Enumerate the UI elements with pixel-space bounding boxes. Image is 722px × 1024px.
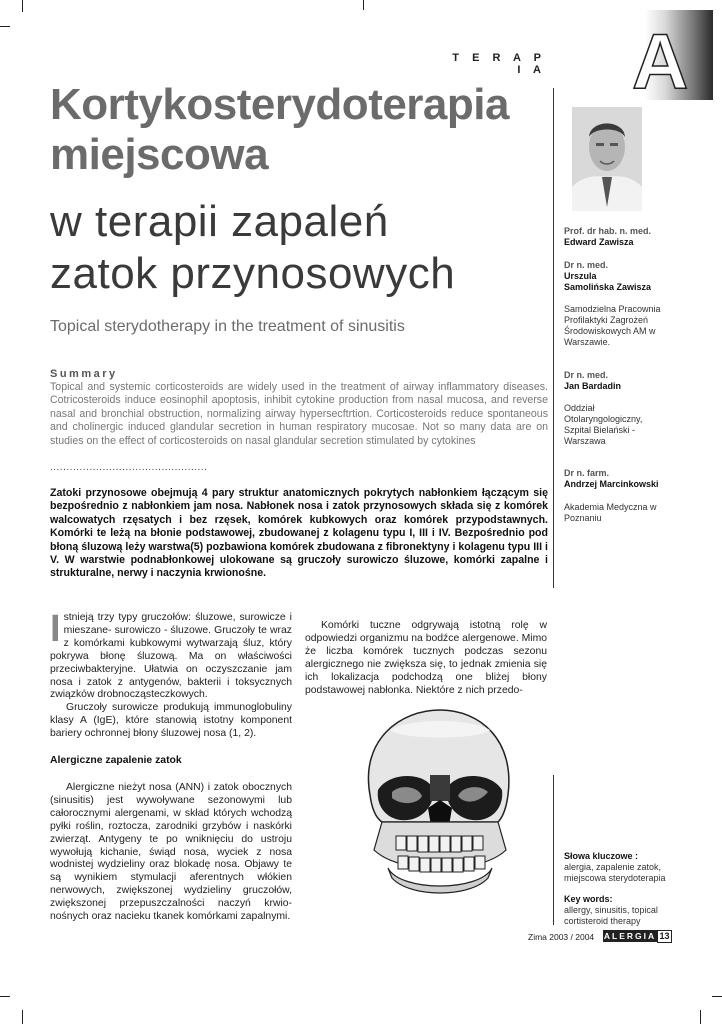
keywords-text: allergy, sinusitis, topical cortisteroid therapy bbox=[564, 905, 658, 926]
article-title-secondary bbox=[50, 196, 455, 300]
crop-mark bbox=[363, 0, 364, 10]
paragraph bbox=[50, 608, 292, 702]
article-subtitle: Topical sterydotherapy in the treatment of sinusitis bbox=[50, 318, 405, 335]
summary-heading: Summary bbox=[50, 368, 118, 380]
institution bbox=[564, 304, 674, 348]
drop-cap: I bbox=[50, 608, 61, 650]
body-column-2 bbox=[305, 620, 547, 697]
institution-text: Samodzielna Pracownia Profilaktyki Zagrożeń Środowiskowych AM w Warszawie. bbox=[564, 304, 661, 347]
keywords-label: Słowa kluczowe : bbox=[564, 851, 639, 861]
keywords-label: Key words: bbox=[564, 894, 613, 904]
institution-text: Akademia Medyczna w Poznaniu bbox=[564, 502, 657, 523]
author-name: Andrzej Marcinkowski bbox=[564, 479, 659, 489]
abstract-text: Zatoki przynosowe obejmują 4 pary struktur anatomicznych pokrytych nabłonkiem łączącym się bezpośrednio z nabłonkiem jam nosa. Nabłonek nosa i zatok przynosowych składa się z komórek walcowatych rzęsatych i bez rzęsek, komórek kubkowych oraz komórek przypodstawnych. Komórki te leżą na błonie podstawowej, zbudowanej z kolagenu typu I, III i IV. Bezpośrednio pod błoną śluzową leży warstwa(5) pozbawiona komórek zbudowana z fibronektyny i kolagenu typu III i V. W warstwie podnabłonkowej ulokowane są gruczoły surowiczo śluzowe, komórki zapalne i strukturalne, nerwy i naczynia krwionośne. bbox=[50, 487, 548, 580]
author-block bbox=[564, 260, 694, 293]
summary-text: Topical and systemic corticosteroids are widely used in the treatment of airway inflammatory diseases. Cotricosteroids induce eosinophil apoptosis, inhibit cytokine production from nasal mucosa, and reverse nasal and bronchial obstruction, normalizing airway hypersecftrtion. Corticosteroids reduce spontaneous and cholinergic induced glandular secretion in human respiratory mucosae. Not so many data are on studies on the effect of corticosteroids on nasal glandular secretion stimulated by cytokines bbox=[50, 381, 548, 447]
keywords-en bbox=[564, 894, 679, 927]
author-name: Samolińska Zawisza bbox=[564, 282, 652, 292]
crop-mark bbox=[712, 996, 722, 997]
title-line: zatok przynosowych bbox=[50, 249, 456, 298]
section-label: T E R A P I A bbox=[452, 52, 546, 76]
author-name: Urszula bbox=[564, 271, 597, 281]
section-letter: A bbox=[632, 17, 689, 105]
crop-mark bbox=[0, 996, 10, 997]
author-block bbox=[564, 468, 694, 490]
author-title: Prof. dr hab. n. med. bbox=[564, 226, 652, 236]
author-title: Dr n. med. bbox=[564, 260, 609, 270]
section-heading: Alergiczne zapalenie zatok bbox=[50, 755, 182, 767]
paragraph: Komórki tuczne odgrywają istotną rolę w odpowiedzi organizmu na bodźce alergenowe. Mimo że liczba komórek tucznych podczas sezonu alergicznego nie zwiększa się, to jednak zmienia się ich lokalizacja podchodzą one bliżej błony podstawowej nabłonka. Niektóre z nich przedo- bbox=[305, 620, 548, 696]
title-line: miejscowa bbox=[50, 130, 269, 179]
crop-mark bbox=[22, 1010, 23, 1024]
page-number: 13 bbox=[657, 930, 672, 943]
column-divider bbox=[553, 775, 554, 925]
institution bbox=[564, 502, 664, 524]
title-line: Kortykosterydoterapia bbox=[50, 80, 509, 129]
author-photo bbox=[572, 107, 642, 211]
skull-illustration bbox=[330, 700, 550, 900]
paragraph: Alergiczne nieżyt nosa (ANN) i zatok obocznych (sinusitis) jest wywoływane sezonowymi lub całorocznymi alergenami, w skład których wchodzą pyłki roślin, roztocza, zarodniki grzybów i naskórki zwierząt. Antygeny te po wniknięciu do ustroju wywołują kichanie, świąd nosa, wyciek z nosa wodnistej wydzieliny oraz blokadę nosa. Objawy te są wynikiem stymulacji aferentnych włókien nerwowych, zwiększonej wydzieliny gruczołów, zwiększonej przepuszczalności naczyń krwio-nośnych oraz nacieku tkanek komórkami zapalnymi. bbox=[50, 781, 292, 923]
institution bbox=[564, 403, 654, 447]
paragraph: Gruczoły surowicze produkują immunoglobuliny klasy A (IgE), które stanowią istotny komponent bariery ochronnej błony śluzowej nosa (1, 2). bbox=[50, 702, 292, 740]
title-line: w terapii zapaleń bbox=[50, 197, 389, 246]
issue-label: Zima 2003 / 2004 bbox=[528, 932, 595, 942]
journal-name: ALERGIA bbox=[603, 931, 657, 941]
crop-mark bbox=[22, 0, 23, 12]
author-block bbox=[564, 226, 694, 248]
author-name: Jan Bardadin bbox=[564, 381, 622, 391]
article-title-main bbox=[50, 80, 509, 180]
institution-text: Oddział Otolaryngologiczny, Szpital Bielański - Warszawa bbox=[564, 403, 643, 446]
author-title: Dr n. farm. bbox=[564, 468, 610, 478]
column-divider bbox=[553, 88, 554, 588]
paragraph-text: stnieją trzy typy gruczołów: śluzowe, surowicze i mieszane- surowiczo - śluzowe. Gruczoły te wraz z komórkami kubkowymi wytwarzają śluz, który pokrywa błonę śluzową. Ma on właściwości przeciwbakteryjne. Ułatwia on oczyszczanie jam nosa i zatok z antygenów, bakterii i toksycznych związków drobnocząsteczkowych. bbox=[50, 612, 292, 701]
crop-mark bbox=[0, 26, 10, 27]
body-column-1 bbox=[50, 608, 292, 924]
keywords-text: alergia, zapalenie zatok, miejscowa sterydoterapia bbox=[564, 862, 666, 883]
author-name: Edward Zawisza bbox=[564, 237, 634, 247]
separator-dots: ................................................ bbox=[50, 462, 208, 473]
author-title: Dr n. med. bbox=[564, 370, 609, 380]
author-block bbox=[564, 370, 694, 392]
keywords-pl bbox=[564, 851, 679, 884]
crop-mark bbox=[700, 1010, 701, 1024]
